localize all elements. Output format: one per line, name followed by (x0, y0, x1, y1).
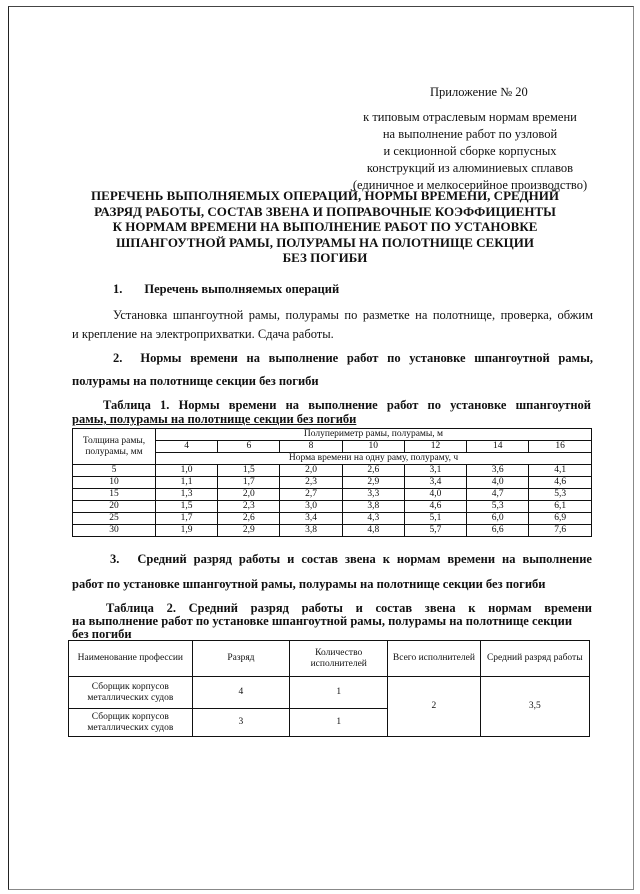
norm-cell: 6,6 (467, 525, 529, 537)
section-2-heading (113, 350, 593, 367)
title-line: ШПАНГОУТНОЙ РАМЫ, ПОЛУРАМЫ НА ПОЛОТНИЩЕ СЕКЦИИ (115, 234, 534, 250)
norm-cell: 3,4 (280, 513, 342, 525)
section-title: Нормы времени на выполнение работ по установке шпангоутной рамы, (140, 351, 593, 365)
norm-cell: 4,6 (404, 501, 466, 513)
col-header: Количество исполнителей (290, 641, 388, 677)
table-2-caption-cont: без погиби (72, 627, 132, 641)
norm-cell: 2,6 (218, 513, 280, 525)
thickness-cell: 25 (73, 513, 156, 525)
grade-cell: 3 (192, 709, 290, 737)
profession-cell: Сборщик корпусов металлических судов (69, 709, 193, 737)
row-header: Толщина рамы, полурамы, мм (73, 429, 156, 465)
norm-cell: 3,8 (342, 501, 404, 513)
norm-cell: 6,0 (467, 513, 529, 525)
norm-cell: 3,1 (404, 465, 466, 477)
thickness-cell: 15 (73, 489, 156, 501)
col-header: Разряд (192, 641, 290, 677)
table-row (73, 501, 592, 513)
crew-table (68, 640, 590, 737)
col-header: Средний разряд работы (480, 641, 589, 677)
norm-cell: 5,7 (404, 525, 466, 537)
section-number: 2. (113, 351, 123, 365)
column-header: 12 (404, 441, 466, 453)
section-number: 3. (110, 552, 120, 566)
norm-cell: 3,0 (280, 501, 342, 513)
norm-cell: 7,6 (529, 525, 592, 537)
section-1-para-line: и крепление на электроприхватки. Сдача работы. (72, 327, 334, 341)
profession-cell: Сборщик корпусов металлических судов (69, 677, 193, 709)
title-line: БЕЗ ПОГИБИ (282, 250, 368, 265)
norm-cell: 2,3 (280, 477, 342, 489)
norm-cell: 6,1 (529, 501, 592, 513)
norm-cell: 4,3 (342, 513, 404, 525)
table-2-caption: Таблица 2. Средний разряд работы и состав звена к нормам времени (106, 601, 592, 615)
column-header: 14 (467, 441, 529, 453)
norm-cell: 1,7 (156, 513, 218, 525)
norm-cell: 2,9 (218, 525, 280, 537)
table-row (69, 677, 590, 709)
norm-cell: 2,6 (342, 465, 404, 477)
norm-cell: 2,9 (342, 477, 404, 489)
norm-cell: 3,4 (404, 477, 466, 489)
norm-cell: 1,7 (218, 477, 280, 489)
table-row (73, 513, 592, 525)
col-header: Наименование профессии (69, 641, 193, 677)
norm-cell: 6,9 (529, 513, 592, 525)
norm-cell: 4,0 (404, 489, 466, 501)
norm-cell: 2,7 (280, 489, 342, 501)
section-title: Средний разряд работы и состав звена к нормам времени на выполнение (137, 552, 592, 566)
appendix-number: Приложение № 20 (430, 85, 528, 99)
norm-cell: 1,5 (218, 465, 280, 477)
norm-cell: 5,1 (404, 513, 466, 525)
table-row (73, 465, 592, 477)
norm-cell: 3,8 (280, 525, 342, 537)
thickness-cell: 30 (73, 525, 156, 537)
appendix-line: конструкций из алюминиевых сплавов (366, 161, 574, 175)
norm-cell: 5,3 (467, 501, 529, 513)
norm-cell: 1,5 (156, 501, 218, 513)
grade-cell: 4 (192, 677, 290, 709)
thickness-cell: 5 (73, 465, 156, 477)
norm-cell: 2,3 (218, 501, 280, 513)
count-cell: 1 (290, 709, 388, 737)
section-title: Перечень выполняемых операций (144, 282, 340, 296)
appendix-line: на выполнение работ по узловой (382, 127, 558, 141)
norm-cell: 4,6 (529, 477, 592, 489)
appendix-line: и секционной сборке корпусных (383, 144, 557, 158)
column-header: 6 (218, 441, 280, 453)
norm-cell: 5,3 (529, 489, 592, 501)
title-line: К НОРМАМ ВРЕМЕНИ НА ВЫПОЛНЕНИЕ РАБОТ ПО УСТАНОВКЕ (112, 219, 538, 234)
norm-cell: 4,7 (467, 489, 529, 501)
norm-cell: 3,3 (342, 489, 404, 501)
section-1-heading (113, 281, 339, 298)
norm-cell: 4,0 (467, 477, 529, 489)
norms-table (72, 428, 592, 537)
document-title (80, 188, 570, 266)
table-1-caption-cont: рамы, полурамы на полотнище секции без погиби (72, 412, 357, 426)
table-row (73, 477, 592, 489)
norm-header: Норма времени на одну раму, полураму, ч (156, 453, 592, 465)
column-header: 4 (156, 441, 218, 453)
norm-cell: 1,0 (156, 465, 218, 477)
title-line: РАЗРЯД РАБОТЫ, СОСТАВ ЗВЕНА И ПОПРАВОЧНЫЕ КОЭФФИЦИЕНТЫ (94, 203, 556, 219)
col-header: Всего исполнителей (388, 641, 480, 677)
norm-cell: 1,9 (156, 525, 218, 537)
table-2-caption-cont: на выполнение работ по установке шпангоутной рамы, полурамы на полотнище секции (72, 614, 573, 628)
norm-cell: 2,0 (280, 465, 342, 477)
appendix-line: к типовым отраслевым нормам времени (363, 110, 577, 124)
column-header: 10 (342, 441, 404, 453)
table-1-caption: Таблица 1. Нормы времени на выполнение работ по установке шпангоутной (103, 398, 591, 412)
norm-cell: 1,3 (156, 489, 218, 501)
section-3-heading (110, 551, 592, 568)
appendix-block (340, 84, 600, 194)
section-2-heading-cont: полурамы на полотнище секции без погиби (72, 374, 319, 388)
thickness-cell: 10 (73, 477, 156, 489)
norm-cell: 3,6 (467, 465, 529, 477)
table-row (73, 525, 592, 537)
avg-grade-cell: 3,5 (480, 677, 589, 737)
section-3-heading-cont: работ по установке шпангоутной рамы, полурамы на полотнище секции без погиби (72, 577, 546, 591)
norm-cell: 1,1 (156, 477, 218, 489)
column-header: 16 (529, 441, 592, 453)
thickness-cell: 20 (73, 501, 156, 513)
total-cell: 2 (388, 677, 480, 737)
title-line: ПЕРЕЧЕНЬ ВЫПОЛНЯЕМЫХ ОПЕРАЦИЙ, НОРМЫ ВРЕМЕНИ, СРЕДНИЙ (91, 188, 559, 203)
norm-cell: 4,1 (529, 465, 592, 477)
appendix-line: (единичное и мелкосерийное производство) (352, 178, 588, 192)
group-header: Полупериметр рамы, полурамы, м (156, 429, 592, 441)
table-row (73, 489, 592, 501)
section-1-para-line: Установка шпангоутной рамы, полурамы по разметке на полотнище, проверка, обжим (113, 308, 593, 322)
column-header: 8 (280, 441, 342, 453)
section-number: 1. (113, 282, 123, 296)
norm-cell: 4,8 (342, 525, 404, 537)
count-cell: 1 (290, 677, 388, 709)
norm-cell: 2,0 (218, 489, 280, 501)
